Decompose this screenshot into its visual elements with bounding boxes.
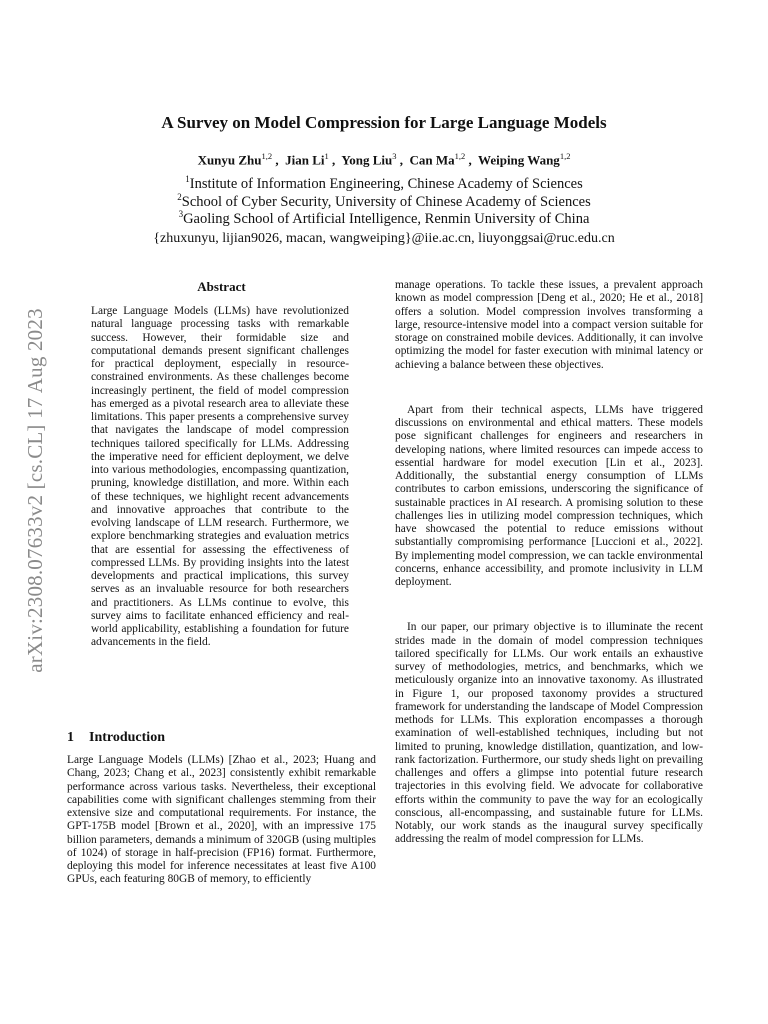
author-name: Weiping Wang bbox=[478, 152, 560, 168]
affiliation-mark: 3 bbox=[178, 209, 184, 219]
paper-title: A Survey on Model Compression for Large Language Models bbox=[161, 113, 607, 132]
author-affiliation-mark: 1,2 bbox=[454, 151, 466, 161]
abstract-text: Large Language Models (LLMs) have revolutionized natural language processing tasks with remarkable success. However, their formidable size and computational demands present significant challenges for practical deployment, especially in resource-constrained environments. As these challenges become increasingly pertinent, the field of model compression has emerged as a pivotal research area to alleviate these limitations. This paper presents a comprehensive survey that navigates the landscape of model compression techniques tailored specifically for LLMs. Addressing the imperative need for efficient deployment, we delve into various methodologies, encompassing quantization, pruning, knowledge distillation, and more. Within each of these techniques, we highlight recent advancements and innovative approaches that contribute to the evolving landscape of LLM research. Furthermore, we explore benchmarking strategies and evaluation metrics that are essential for assessing the effectiveness of compressed LLMs. By providing insights into the latest developments and practical implications, this survey serves as an invaluable resource for both researchers and practitioners. As LLMs continue to evolve, this survey aims to facilitate enhanced efficiency and real-world applicability, establishing a foundation for future advancements in the field. bbox=[91, 305, 349, 649]
author-name: Yong Liu bbox=[341, 152, 393, 168]
affiliation-line bbox=[0, 174, 768, 193]
affiliation-mark: 2 bbox=[177, 192, 182, 202]
section-title: Introduction bbox=[89, 730, 165, 745]
author-name: Xunyu Zhu bbox=[197, 152, 262, 168]
section-heading-introduction bbox=[67, 730, 165, 746]
affiliation-text: Institute of Information Engineering, Chinese Academy of Sciences bbox=[189, 175, 583, 192]
intro-paragraph-3: In our paper, our primary objective is to illuminate the recent strides made in the domain of model compression techniques tailored specifically for LLMs. Our work entails an exhaustive survey of methodologies, metrics, and benchmarks, which we meticulously organize into an innovative taxonomy. As illustrated in Figure 1, our proposed taxonomy provides a structured framework for understanding the landscape of Model Compression methods for LLMs. This exploration encompasses a thorough examination of well-established techniques, including but not limited to pruning, knowledge distillation, quantization, and low-rank factorization. Furthermore, our study sheds light on prevailing challenges and offers a glimpse into potential future research trajectories in this evolving field. We advocate for collaborative efforts within the community to pave the way for an ecologically conscious, all-encompassing, and sustainable future for LLMs. Notably, our work stands as the inaugural survey specifically addressing the realm of model compression for LLMs. bbox=[395, 621, 703, 846]
intro-paragraph-1-continued: manage operations. To tackle these issues, a prevalent approach known as model compression [Deng et al., 2020; He et al., 2018] offers a solution. Model compression involves transforming a large, resource-intensive model into a compact version suitable for storage on constrained mobile devices. Additionally, it can involve optimizing the model for faster execution with minimal latency or achieving a balance between these objectives. bbox=[395, 279, 703, 371]
author-name: Jian Li bbox=[285, 152, 325, 168]
left-column-body bbox=[67, 754, 376, 887]
author-emails: {zhuxunyu, lijian9026, macan, wangweiping}@iie.ac.cn, liuyonggsai@ruc.edu.cn bbox=[153, 231, 615, 246]
author-affiliation-mark: 3 bbox=[392, 151, 397, 161]
intro-paragraph-1: Large Language Models (LLMs) [Zhao et al., 2023; Huang and Chang, 2023; Chang et al., 2023] consistently exhibit remarkable performance across various tasks. Nevertheless, their exceptional capabilities come with significant challenges stemming from their extensive size and computational requirements. For instance, the GPT-175B model [Brown et al., 2020], with an impressive 175 billion parameters, demands a minimum of 320GB (using multiples of 1024) of storage in half-precision (FP16) format. Furthermore, deploying this model for inference necessitates at least five A100 GPUs, each featuring 80GB of memory, to efficiently bbox=[67, 754, 376, 886]
affiliation-text: Gaoling School of Artificial Intelligence, Renmin University of China bbox=[183, 210, 590, 227]
author-affiliation-mark: 1,2 bbox=[559, 151, 571, 161]
affiliation-text: School of Cyber Security, University of Chinese Academy of Sciences bbox=[181, 193, 591, 210]
section-number: 1 bbox=[67, 730, 74, 745]
author-affiliation-mark: 1,2 bbox=[261, 151, 273, 161]
abstract-heading: Abstract bbox=[197, 279, 246, 294]
author-affiliation-mark: 1 bbox=[324, 151, 329, 161]
affiliation-mark: 1 bbox=[185, 174, 190, 184]
intro-paragraph-2: Apart from their technical aspects, LLMs have triggered discussions on environmental and ethical matters. These models pose significant challenges for engineers and researchers in developing nations, where limited resources can impede access to essential hardware for model execution [Lin et al., 2023]. Additionally, the substantial energy consumption of LLMs contributes to carbon emissions, underscoring the significance of sustainable practices in AI research. A promising solution to these challenges lies in utilizing model compression techniques, which have showcased the potential to reduce emissions without substantially compromising performance [Luccioni et al., 2022]. By implementing model compression, we can tackle environmental concerns, enhance accessibility, and promote inclusivity in LLM deployment. bbox=[395, 403, 703, 588]
right-column-body bbox=[395, 279, 703, 847]
arxiv-side-stamp bbox=[12, 265, 58, 715]
affiliation-line bbox=[0, 209, 768, 228]
affiliation-line bbox=[0, 192, 768, 211]
arxiv-identifier: arXiv:2308.07633v2 [cs.CL] 17 Aug 2023 bbox=[22, 307, 47, 673]
author-name: Can Ma bbox=[409, 152, 455, 168]
author-list: Xunyu Zhu$^{1,2}$ , Jian Li$^1$ , Yong Liu$^3$ , Can Ma$^{1,2}$ , Weiping Wang$^{1,2}$ bbox=[197, 151, 571, 168]
